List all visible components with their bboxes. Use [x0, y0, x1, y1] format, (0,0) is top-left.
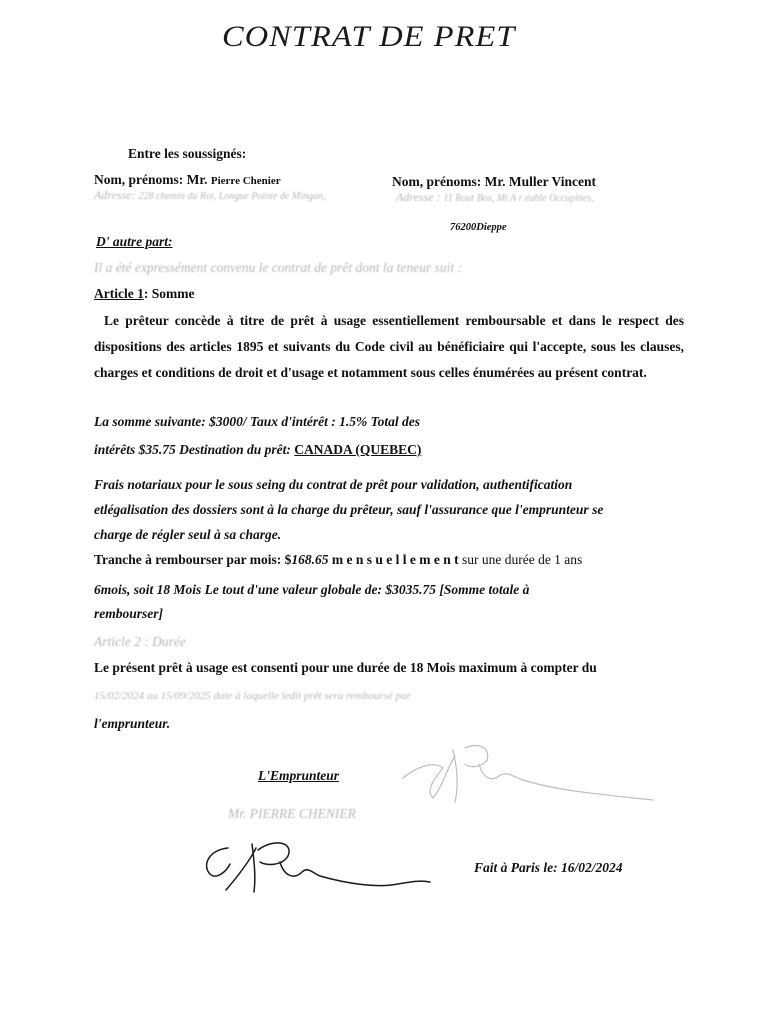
- party-right-name: [392, 174, 596, 190]
- party-left-address-value: 228 chemin du Roi, Longue Pointe de Mingan,: [138, 191, 326, 202]
- party-left-name: [94, 172, 281, 188]
- installment-amount: 168.65: [291, 552, 329, 567]
- party-left-name-label: Nom, prénoms: Mr.: [94, 172, 208, 187]
- party-left-address-label: Adresse:: [94, 188, 136, 202]
- article2-heading: Article 2 : Durée: [94, 634, 186, 649]
- agreed-text: Il a été expressément convenu le contrat de prêt dont la teneur suit :: [94, 260, 463, 275]
- place-date: Fait à Paris le: 16/02/2024: [474, 860, 623, 875]
- installment-line: [94, 552, 582, 568]
- fees-paragraph: Frais notariaux pour le sous seing du contrat de prêt pour validation, authentification etlégalisation des dossiers sont à la charge du prêteur, sauf l'assurance que l'emprunteur se charge de régler seul à sa charge.: [94, 477, 604, 542]
- article1-heading-label: Article 1: [94, 286, 144, 301]
- article1-heading: [94, 286, 194, 302]
- interest-line: [94, 442, 421, 458]
- party-left-name-value: Pierre Chenier: [210, 175, 281, 187]
- party-right-address-label: Adresse :: [396, 190, 441, 204]
- article2-body: Le présent prêt à usage est consenti pour une durée de 18 Mois maximum à compter du: [94, 660, 597, 675]
- party-right-name-label: Nom, prénoms:: [392, 174, 482, 189]
- intro-text: Entre les soussignés:: [128, 146, 247, 161]
- interest-text: intérêts $35.75 Destination du prêt:: [94, 442, 295, 457]
- borrower-label: L'Emprunteur: [258, 768, 340, 783]
- total-line: 6mois, soit 18 Mois Le tout d'une valeur globale de: $3035.75 [Somme totale à: [94, 582, 530, 597]
- borrower-name: Mr. PIERRE CHENIER: [228, 806, 356, 821]
- installment-monthly: m e n s u e l l e m e n t: [328, 552, 459, 567]
- faded-signature-image: [395, 738, 660, 818]
- destination-value: CANADA (QUEBEC): [294, 442, 422, 457]
- article2-dates: 15/02/2024 au 15/09/2025 date à laquelle ledit prêt sera remboursé par: [94, 690, 411, 702]
- sum-line: La somme suivante: $3000/ Taux d'intérêt : 1.5% Total des: [94, 414, 421, 429]
- party-right-address-value: 11 Rout Bos, Mt A r éable Occupines,: [443, 193, 594, 204]
- borrower-signature-image: [198, 830, 438, 905]
- document-title: CONTRAT DE PRET: [222, 20, 516, 53]
- party-right-name-value: Mr. Muller Vincent: [484, 174, 596, 189]
- total-line-end: rembourser]: [94, 606, 164, 621]
- installment-label: Tranche à rembourser par mois: $: [94, 552, 292, 567]
- party-right-address: [396, 190, 594, 205]
- party-right-postal: 76200Dieppe: [450, 222, 507, 233]
- article1-body: Le prêteur concède à titre de prêt à usage essentiellement remboursable et dans le respect des dispositions des articles 1895 et suivants du Code civil au bénéficiaire qui l'accepte, sous les clauses, charges et conditions de droit et d'usage et notamment sous celles énumérées au présent contrat.: [94, 313, 684, 380]
- party-left-address: [94, 188, 325, 203]
- article2-end: l'emprunteur.: [94, 716, 171, 731]
- installment-duration: sur une durée de 1 ans: [458, 552, 583, 567]
- article1-heading-suffix: : Somme: [143, 286, 195, 301]
- other-part-heading: D' autre part:: [96, 234, 173, 249]
